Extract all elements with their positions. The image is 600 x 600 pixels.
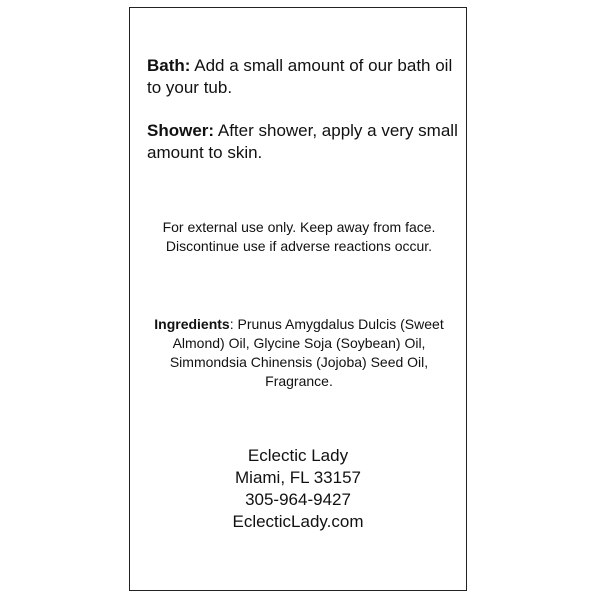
- company-name: Eclectic Lady: [247, 446, 349, 465]
- ingredients-list: [142, 315, 456, 391]
- ingredients-text: : Prunus Amygdalus Dulcis (Sweet Almond) Oil, Glycine Soja (Soybean) Oil, Simmondsia Chinensis (Jojoba) Seed Oil, Fragrance.: [169, 316, 444, 389]
- shower-text: After shower, apply a very small amount to skin.: [147, 121, 458, 162]
- contact-block: [130, 445, 466, 533]
- company-website: EclecticLady.com: [232, 512, 364, 531]
- shower-title: Shower:: [147, 121, 215, 140]
- product-label: [129, 7, 467, 591]
- company-address: Miami, FL 33157: [235, 468, 361, 487]
- ingredients-title: Ingredients: [154, 316, 230, 332]
- warning-text: For external use only. Keep away from face. Discontinue use if adverse reactions occur.: [162, 219, 436, 254]
- bath-title: Bath:: [147, 56, 191, 75]
- company-phone: 305-964-9427: [245, 490, 351, 509]
- bath-text: Add a small amount of our bath oil to your tub.: [147, 56, 453, 97]
- shower-instructions: [147, 120, 459, 164]
- bath-instructions: [147, 55, 459, 99]
